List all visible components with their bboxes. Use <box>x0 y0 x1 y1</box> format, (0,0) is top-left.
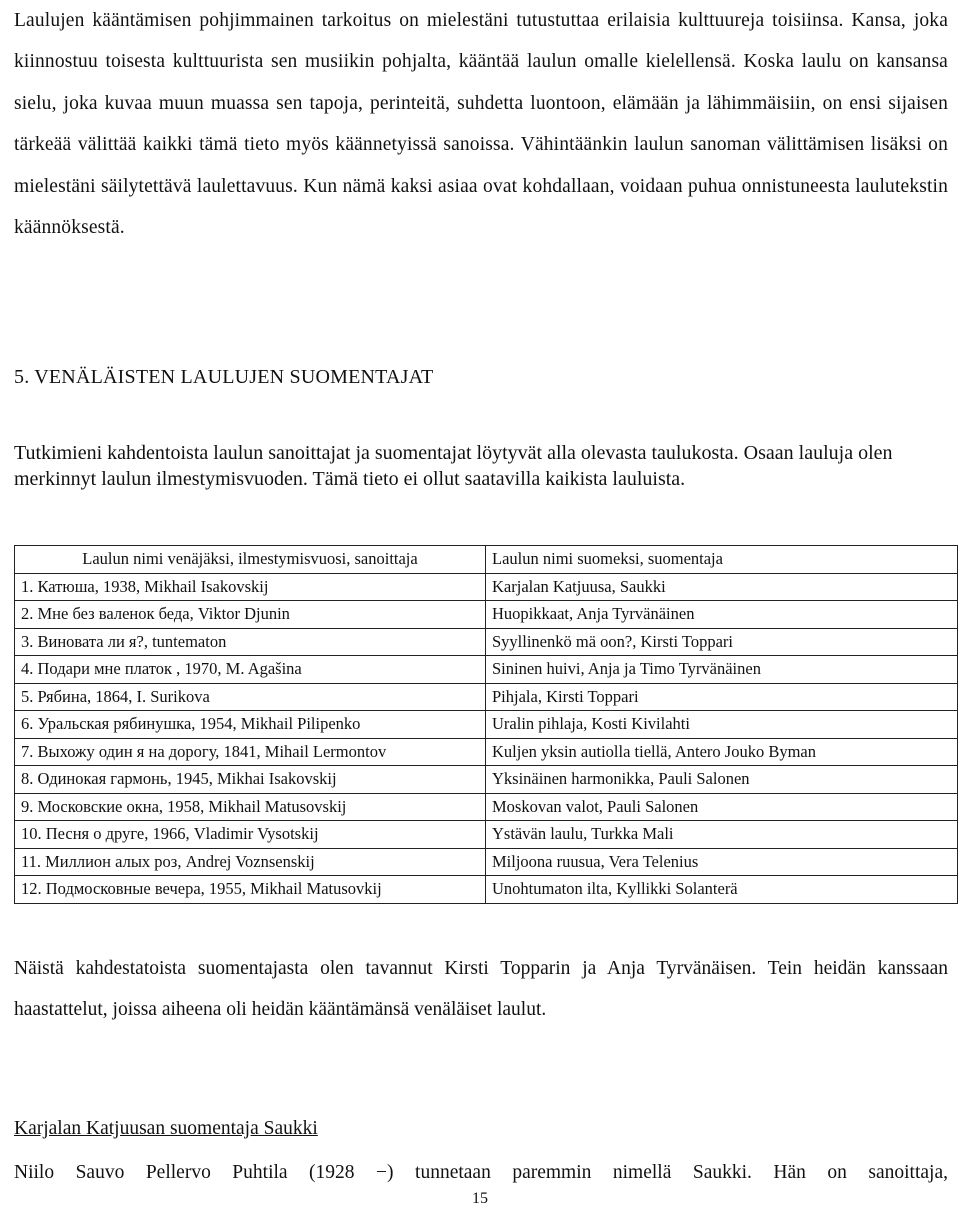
cell-russian: 11. Миллион алых роз, Andrej Voznsenskij <box>15 848 486 876</box>
table-row <box>15 876 958 904</box>
table-header-row <box>15 546 958 574</box>
cell-finnish: Karjalan Katjuusa, Saukki <box>486 573 958 601</box>
table-row <box>15 766 958 794</box>
cell-russian: 8. Одинокая гармонь, 1945, Mikhai Isakovskij <box>15 766 486 794</box>
table-row <box>15 628 958 656</box>
section-heading: 5. VENÄLÄISTEN LAULUJEN SUOMENTAJAT <box>14 366 434 388</box>
table-row <box>15 848 958 876</box>
cell-russian: 5. Рябина, 1864, I. Surikova <box>15 683 486 711</box>
cell-finnish: Ystävän laulu, Turkka Mali <box>486 821 958 849</box>
subsection-heading: Karjalan Katjuusan suomentaja Saukki <box>14 1118 318 1139</box>
table-row <box>15 573 958 601</box>
cell-russian: 9. Московские окна, 1958, Mikhail Matusovskij <box>15 793 486 821</box>
column-header-russian: Laulun nimi venäjäksi, ilmestymisvuosi, sanoittaja <box>15 546 486 574</box>
cell-russian: 12. Подмосковные вечера, 1955, Mikhail Matusovkij <box>15 876 486 904</box>
intro-paragraph: Laulujen kääntämisen pohjimmainen tarkoitus on mielestäni tutustuttaa erilaisia kulttuureja toisiinsa. Kansa, joka kiinnostuu toisesta kulttuurista sen musiikin pohjalta, kääntää laulun omalle kielellensä. Koska laulu on kansansa sielu, joka kuvaa muun muassa sen tapoja, perinteitä, suhdetta luontoon, elämään ja lähimmäisiin, on ensi sijaisen tärkeää välittää kaikki tämä tieto myös käännetyissä sanoissa. Vähintäänkin laulun sanoman välittämisen lisäksi on mielestäni säilytettävä laulettavuus. Kun nämä kaksi asiaa ovat kohdallaan, voidaan puhua onnistuneesta laulutekstin käännöksestä. <box>14 10 948 239</box>
cell-finnish: Huopikkaat, Anja Tyrvänäinen <box>486 601 958 629</box>
table-row <box>15 711 958 739</box>
section-intro-paragraph: Tutkimieni kahdentoista laulun sanoittajat ja suomentajat löytyvät alla olevasta taulukosta. Osaan lauluja olen merkinnyt laulun ilmestymisvuoden. Tämä tieto ei ollut saatavilla kaikista lauluista. <box>14 442 893 490</box>
cell-russian: 3. Виновата ли я?, tuntematon <box>15 628 486 656</box>
cell-russian: 7. Выхожу один я на дорогу, 1841, Mihail Lermontov <box>15 738 486 766</box>
cell-finnish: Syyllinenkö mä oon?, Kirsti Toppari <box>486 628 958 656</box>
cell-finnish: Kuljen yksin autiolla tiellä, Antero Jouko Byman <box>486 738 958 766</box>
column-header-finnish: Laulun nimi suomeksi, suomentaja <box>486 546 958 574</box>
page-number: 15 <box>472 1190 488 1207</box>
translators-table <box>14 545 958 904</box>
cell-finnish: Uralin pihlaja, Kosti Kivilahti <box>486 711 958 739</box>
cell-russian: 2. Мне без валенок беда, Viktor Djunin <box>15 601 486 629</box>
cell-russian: 10. Песня о друге, 1966, Vladimir Vysotskij <box>15 821 486 849</box>
table-row <box>15 821 958 849</box>
cell-finnish: Unohtumaton ilta, Kyllikki Solanterä <box>486 876 958 904</box>
cell-russian: 4. Подари мне платок , 1970, M. Agašina <box>15 656 486 684</box>
subsection-paragraph: Niilo Sauvo Pellervo Puhtila (1928 −) tunnetaan paremmin nimellä Saukki. Hän on sanoittaja, <box>14 1162 948 1183</box>
cell-finnish: Sininen huivi, Anja ja Timo Tyrvänäinen <box>486 656 958 684</box>
table-row <box>15 656 958 684</box>
cell-finnish: Moskovan valot, Pauli Salonen <box>486 793 958 821</box>
cell-finnish: Yksinäinen harmonikka, Pauli Salonen <box>486 766 958 794</box>
table-row <box>15 601 958 629</box>
table-row <box>15 683 958 711</box>
cell-finnish: Miljoona ruusua, Vera Telenius <box>486 848 958 876</box>
cell-russian: 1. Катюша, 1938, Mikhail Isakovskij <box>15 573 486 601</box>
after-table-paragraph: Näistä kahdestatoista suomentajasta olen tavannut Kirsti Topparin ja Anja Tyrvänäisen. Tein heidän kanssaan haastattelut, joissa aiheena oli heidän kääntämänsä venäläiset laulut. <box>14 958 948 1020</box>
cell-russian: 6. Уральская рябинушка, 1954, Mikhail Pilipenko <box>15 711 486 739</box>
cell-finnish: Pihjala, Kirsti Toppari <box>486 683 958 711</box>
table-row <box>15 738 958 766</box>
table-row <box>15 793 958 821</box>
